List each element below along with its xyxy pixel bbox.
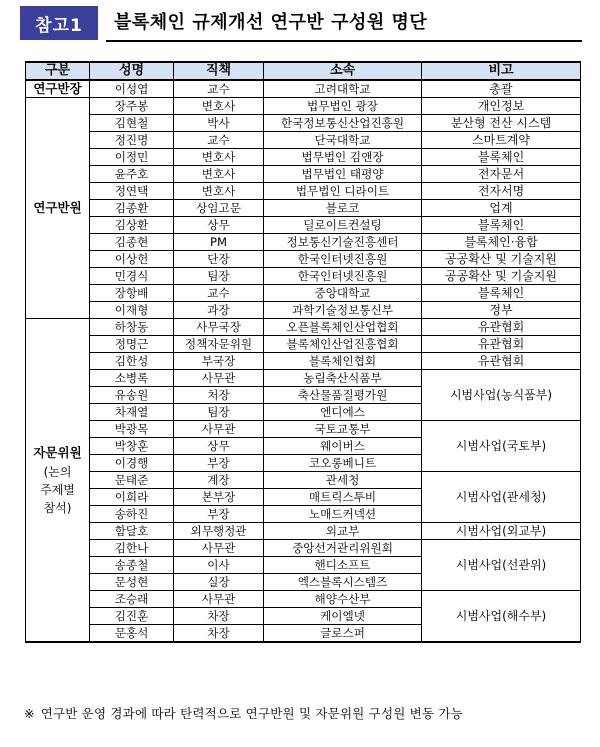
table-row (26, 591, 581, 608)
member-name: 이경행 (90, 455, 174, 472)
table-row (26, 336, 581, 353)
member-affiliation: 엔디에스 (264, 404, 422, 421)
member-remark: 공공확산 및 기술지원 (422, 251, 581, 268)
member-affiliation: 관세청 (264, 472, 422, 489)
member-position: 본부장 (174, 489, 264, 506)
member-position: 사무관 (174, 421, 264, 438)
member-affiliation: 한국정보통신산업진흥원 (264, 115, 422, 132)
member-position: 차장 (174, 608, 264, 625)
member-position: 변호사 (174, 149, 264, 166)
member-affiliation: 블로코 (264, 200, 422, 217)
member-name: 김종환 (90, 200, 174, 217)
member-name: 이재형 (90, 302, 174, 319)
column-header-position: 직책 (174, 62, 264, 80)
member-name: 차재열 (90, 404, 174, 421)
member-name: 정명근 (90, 336, 174, 353)
reference-mark-icon: ※ (24, 706, 35, 721)
member-remark: 분산형 전산 시스템 (422, 115, 581, 132)
member-affiliation: 정보통신기술진흥센터 (264, 234, 422, 251)
table-row (26, 98, 581, 115)
member-position: 교수 (174, 80, 264, 98)
reference-badge: 참고1 (20, 6, 98, 40)
table-row (26, 115, 581, 132)
member-name: 김현철 (90, 115, 174, 132)
member-name: 윤주호 (90, 166, 174, 183)
member-affiliation: 딜로이트컨설팅 (264, 217, 422, 234)
member-affiliation: 한국인터넷진흥원 (264, 251, 422, 268)
member-remark: 개인정보 (422, 98, 581, 115)
table-row (26, 200, 581, 217)
member-remark: 블록체인·융합 (422, 234, 581, 251)
member-name: 김한나 (90, 540, 174, 557)
table-row (26, 234, 581, 251)
member-affiliation: 국토교통부 (264, 421, 422, 438)
member-position: 처장 (174, 387, 264, 404)
footnote-text: 연구반 운영 경과에 따라 탄력적으로 연구반원 및 자문위원 구성원 변동 가능 (40, 706, 463, 721)
member-position: 변호사 (174, 166, 264, 183)
table-row (26, 166, 581, 183)
member-affiliation: 단국대학교 (264, 132, 422, 149)
member-remark: 시범사업(해수부) (422, 591, 581, 643)
page-title: 블록체인 규제개선 연구반 구성원 명단 (114, 12, 428, 33)
member-name: 장항배 (90, 285, 174, 302)
member-name: 민경식 (90, 268, 174, 285)
table-row (26, 523, 581, 540)
member-remark: 블록체인 (422, 149, 581, 166)
member-affiliation: 한국인터넷진흥원 (264, 268, 422, 285)
member-name: 이성엽 (90, 80, 174, 98)
table-row (26, 80, 581, 98)
group-label-advisors (26, 319, 90, 643)
member-remark: 총괄 (422, 80, 581, 98)
table-row (26, 268, 581, 285)
table-row (26, 472, 581, 489)
member-position: 상무 (174, 217, 264, 234)
member-name: 김상환 (90, 217, 174, 234)
member-position: 차장 (174, 625, 264, 643)
column-header-category: 구분 (26, 62, 90, 80)
member-name: 문성현 (90, 574, 174, 591)
member-name: 김종현 (90, 234, 174, 251)
table-row (26, 421, 581, 438)
member-affiliation: 엑스블록시스템즈 (264, 574, 422, 591)
member-table (25, 61, 581, 643)
table-row (26, 302, 581, 319)
member-affiliation: 외교부 (264, 523, 422, 540)
member-position: 부장 (174, 455, 264, 472)
member-name: 박광목 (90, 421, 174, 438)
member-affiliation: 웨이버스 (264, 438, 422, 455)
member-name: 박창훈 (90, 438, 174, 455)
member-affiliation: 글로스퍼 (264, 625, 422, 643)
member-position: 변호사 (174, 183, 264, 200)
member-position: 계장 (174, 472, 264, 489)
table-row (26, 285, 581, 302)
member-affiliation: 핸디소프트 (264, 557, 422, 574)
member-position: 이사 (174, 557, 264, 574)
member-remark: 시범사업(국토부) (422, 421, 581, 472)
member-name: 문태준 (90, 472, 174, 489)
member-name: 송종철 (90, 557, 174, 574)
member-remark: 전자문서 (422, 166, 581, 183)
table-row (26, 183, 581, 200)
member-position: PM (174, 234, 264, 251)
member-affiliation: 과학기술정보통신부 (264, 302, 422, 319)
column-header-name: 성명 (90, 62, 174, 80)
table-row (26, 353, 581, 370)
member-name: 함달호 (90, 523, 174, 540)
member-name: 이상헌 (90, 251, 174, 268)
member-position: 팀장 (174, 404, 264, 421)
member-affiliation: 법무법인 김앤장 (264, 149, 422, 166)
member-affiliation: 오픈블록체인산업협회 (264, 319, 422, 336)
member-affiliation: 중앙선거관리위원회 (264, 540, 422, 557)
group-label-advisors-title: 자문위원 (33, 445, 82, 460)
member-position: 정책자문위원 (174, 336, 264, 353)
member-name: 김진훈 (90, 608, 174, 625)
member-affiliation: 고려대학교 (264, 80, 422, 98)
table-row (26, 217, 581, 234)
column-header-affiliation: 소속 (264, 62, 422, 80)
member-position: 교수 (174, 132, 264, 149)
member-position: 교수 (174, 285, 264, 302)
member-position: 외무행정관 (174, 523, 264, 540)
member-affiliation: 법무법인 태평양 (264, 166, 422, 183)
member-name: 소병록 (90, 370, 174, 387)
member-name: 조승래 (90, 591, 174, 608)
table-row (26, 149, 581, 166)
header-rule (106, 40, 582, 42)
member-affiliation: 축산물품질평가원 (264, 387, 422, 404)
member-remark: 정부 (422, 302, 581, 319)
table-body (26, 80, 581, 642)
member-affiliation: 중앙대학교 (264, 285, 422, 302)
member-remark: 유관협회 (422, 319, 581, 336)
member-name: 이희라 (90, 489, 174, 506)
member-remark: 공공확산 및 기술지원 (422, 268, 581, 285)
member-position: 박사 (174, 115, 264, 132)
group-label-advisors-sub-2: 주제별 (40, 483, 75, 497)
member-position: 상임고문 (174, 200, 264, 217)
group-label-advisors-sub-1: (논의 (43, 465, 72, 479)
member-position: 사무관 (174, 591, 264, 608)
member-name: 유송원 (90, 387, 174, 404)
member-name: 정연택 (90, 183, 174, 200)
group-label-advisors-sub-3: 참석) (43, 501, 72, 515)
member-affiliation: 법무법인 광장 (264, 98, 422, 115)
member-position: 단장 (174, 251, 264, 268)
member-name: 이정민 (90, 149, 174, 166)
member-affiliation: 농림축산식품부 (264, 370, 422, 387)
member-affiliation: 블록체인협회 (264, 353, 422, 370)
member-position: 실장 (174, 574, 264, 591)
member-position: 사무관 (174, 540, 264, 557)
member-remark: 시범사업(관세청) (422, 472, 581, 523)
group-label-researchers: 연구반원 (26, 98, 90, 319)
member-name: 송하진 (90, 506, 174, 523)
member-affiliation: 코오롱베니트 (264, 455, 422, 472)
member-position: 사무국장 (174, 319, 264, 336)
column-header-remarks: 비고 (422, 62, 581, 80)
member-position: 상무 (174, 438, 264, 455)
member-remark: 시범사업(선관위) (422, 540, 581, 591)
member-position: 부장 (174, 506, 264, 523)
member-remark: 전자서명 (422, 183, 581, 200)
table-row (26, 251, 581, 268)
group-label-leader: 연구반장 (26, 80, 90, 98)
table-header-row (26, 62, 581, 80)
table-row (26, 319, 581, 336)
member-remark: 스마트계약 (422, 132, 581, 149)
member-name: 장주봉 (90, 98, 174, 115)
member-remark: 블록체인 (422, 217, 581, 234)
member-position: 부국장 (174, 353, 264, 370)
member-position: 사무관 (174, 370, 264, 387)
footnote (24, 704, 463, 722)
member-remark: 블록체인 (422, 285, 581, 302)
member-affiliation: 법무법인 디라이트 (264, 183, 422, 200)
member-position: 변호사 (174, 98, 264, 115)
member-remark: 유관협회 (422, 336, 581, 353)
member-name: 김한성 (90, 353, 174, 370)
member-remark: 시범사업(외교부) (422, 523, 581, 540)
member-affiliation: 케이엘넷 (264, 608, 422, 625)
member-name: 정진명 (90, 132, 174, 149)
member-affiliation: 블록체인산업진흥협회 (264, 336, 422, 353)
member-affiliation: 해양수산부 (264, 591, 422, 608)
member-name: 하창동 (90, 319, 174, 336)
member-remark: 업계 (422, 200, 581, 217)
member-remark: 유관협회 (422, 353, 581, 370)
member-remark: 시범사업(농식품부) (422, 370, 581, 421)
member-position: 팀장 (174, 268, 264, 285)
member-affiliation: 노매드커넥션 (264, 506, 422, 523)
table-row (26, 132, 581, 149)
member-name: 문홍석 (90, 625, 174, 643)
table-row (26, 540, 581, 557)
member-affiliation: 매트릭스투비 (264, 489, 422, 506)
member-position: 과장 (174, 302, 264, 319)
page-header (20, 6, 582, 40)
table-row (26, 370, 581, 387)
